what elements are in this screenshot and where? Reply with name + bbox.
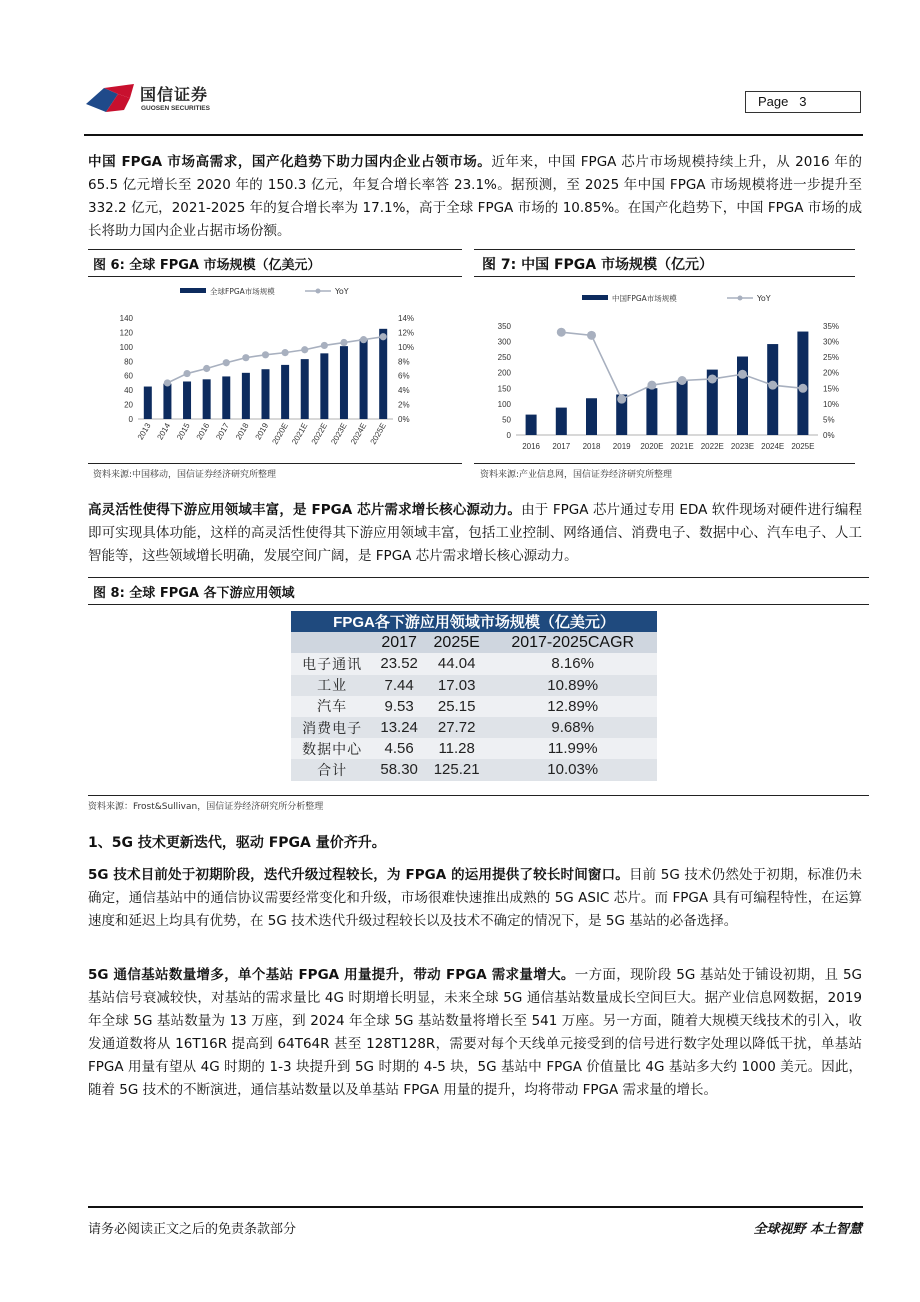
x-tick-label: 2024E <box>761 442 785 451</box>
header-rule <box>84 134 863 136</box>
yoy-point <box>223 359 230 366</box>
table-cell: 58.30 <box>373 759 425 780</box>
bar <box>340 346 348 419</box>
paragraph-china-fpga <box>88 151 862 243</box>
x-tick-label: 2022E <box>700 442 724 451</box>
legend-line-marker <box>316 289 321 294</box>
paragraph-lead: 5G 技术目前处于初期阶段，迭代升级过程较长，为 FPGA 的运用提供了较长时间窗口。 <box>88 867 629 883</box>
x-tick-label: 2016 <box>522 442 540 451</box>
table-cell: 13.24 <box>373 717 425 738</box>
yoy-point <box>321 342 328 349</box>
bar <box>320 353 328 419</box>
y-tick-label: 250 <box>497 353 511 363</box>
yoy-point <box>738 370 747 379</box>
yoy-point <box>360 336 367 343</box>
bar <box>144 387 152 419</box>
global-fpga-chart <box>88 278 462 460</box>
y-tick-label: 350 <box>497 322 511 331</box>
table-cell: 25.15 <box>425 696 489 717</box>
page-label: Page <box>758 94 789 109</box>
table-header-cell: 2017 <box>373 632 425 653</box>
page-number-box <box>745 91 861 113</box>
bar <box>281 365 289 419</box>
table-cell: 44.04 <box>425 653 489 674</box>
x-tick-label: 2021E <box>290 421 310 447</box>
y2-tick-label: 35% <box>823 322 840 331</box>
bar <box>183 381 191 419</box>
yoy-point <box>183 370 190 377</box>
yoy-point <box>282 349 289 356</box>
fig7-source: 资料来源:产业信息网，国信证券经济研究所整理 <box>480 470 673 480</box>
table-cell: 消费电子 <box>291 717 373 738</box>
y-tick-label: 150 <box>497 384 511 394</box>
fig6-top-rule <box>88 249 462 250</box>
y-tick-label: 0 <box>506 431 511 440</box>
bar <box>526 415 537 435</box>
bar <box>586 398 597 435</box>
yoy-point <box>768 381 777 390</box>
x-tick-label: 2017 <box>214 421 232 442</box>
yoy-line <box>167 337 383 383</box>
x-tick-label: 2022E <box>309 421 330 447</box>
logo <box>84 80 224 120</box>
yoy-point <box>301 346 308 353</box>
x-tick-label: 2023E <box>329 421 349 447</box>
y-tick-label: 20 <box>124 400 133 410</box>
y2-tick-label: 0% <box>398 415 410 424</box>
fig7-title: 图 7: 中国 FPGA 市场规模（亿元） <box>482 257 713 273</box>
paragraph-text: 近年来，中国 FPGA 芯片市场规模持续上升，从 2016 年的 65.5 亿元增长至 2020 年的 150.3 亿元，年复合增长率答 23.1%。据预测，至 2025 年中国 FPGA 市场规模将进一步提升至 332.2 亿元，2021-2025 年的复合增长率为 17.1%，高于全球 FPGA 市场的 10.85%。在国产化趋势下，中国 FPGA 市场的成长将助力国内企业占据市场份额。 <box>88 154 863 239</box>
brand-name: 国信证券 <box>140 85 209 104</box>
fig6-title-rule <box>88 276 462 277</box>
y-tick-label: 80 <box>124 357 133 367</box>
paragraph-text: 一方面，现阶段 5G 基站处于铺设初期，且 5G 基站信号衰减较快，对基站的需求量比 4G 时期增长明显，未来全球 5G 通信基站数量成长空间巨大。据产业信息网数据，2019 年全球 5G 基站数量为 13 万座，到 2024 年全球 5G 基站数量将增长至 541 万座。另一方面，随着大规模天线技术的引入，收发通道数将从 16T16R 提高到 64T64R 甚至 128T128R，需要对每个天线单元接受到的信号进行数字处理以降低干扰，单基站 FPGA 用量有望从 4G 时期的 1-3 块提升到 5G 时期的 4-5 块，5G 基站中 FPGA 价值量比 4G 基站多大约 1000 美元。因此，随着 5G 技术的不断演进，通信基站数量以及单基站 FPGA 用量的提升，均将带动 FPGA 需求量的增长。 <box>88 967 862 1098</box>
y-tick-label: 300 <box>497 337 511 347</box>
table-cell: 27.72 <box>425 717 489 738</box>
bar <box>203 379 211 419</box>
paragraph-lead: 高灵活性使得下游应用领域丰富，是 FPGA 芯片需求增长核心源动力。 <box>88 502 522 518</box>
fig7-top-rule <box>474 249 855 250</box>
bar <box>737 357 748 435</box>
table-cell: 数据中心 <box>291 738 373 759</box>
x-tick-label: 2015 <box>175 421 192 442</box>
fig7-bottom-rule <box>474 463 855 464</box>
footer-slogan: 全球视野 本土智慧 <box>753 1222 862 1237</box>
y-tick-label: 140 <box>119 314 133 323</box>
bar <box>360 339 368 419</box>
y-tick-label: 0 <box>128 415 133 424</box>
page-number: 3 <box>799 94 807 109</box>
y-tick-label: 60 <box>124 371 133 381</box>
table-row <box>291 717 657 738</box>
y2-tick-label: 20% <box>823 368 840 378</box>
y2-tick-label: 30% <box>823 337 840 347</box>
yoy-point <box>617 395 626 404</box>
table-cell: 4.56 <box>373 738 425 759</box>
table-row <box>291 675 657 696</box>
bar <box>163 384 171 419</box>
y-tick-label: 100 <box>497 399 511 409</box>
yoy-point <box>164 379 171 386</box>
y2-tick-label: 15% <box>823 384 840 394</box>
table-header-cell <box>291 632 373 653</box>
table-cell: 11.99% <box>488 738 657 759</box>
bar <box>379 329 387 419</box>
fig6-bottom-rule <box>88 463 462 464</box>
yoy-point <box>647 381 656 390</box>
table-cell: 8.16% <box>488 653 657 674</box>
legend-bar-swatch <box>180 288 206 293</box>
legend-label: YoY <box>757 294 771 303</box>
bar <box>556 408 567 435</box>
bar <box>301 359 309 419</box>
bar <box>262 369 270 419</box>
x-tick-label: 2024E <box>348 421 369 447</box>
table-cell: 汽车 <box>291 696 373 717</box>
legend-line-marker <box>738 296 743 301</box>
bar <box>797 332 808 435</box>
x-tick-label: 2021E <box>670 442 694 451</box>
x-tick-label: 2018 <box>582 442 601 451</box>
yoy-point <box>340 339 347 346</box>
x-tick-label: 2013 <box>135 421 153 442</box>
table-cell: 电子通讯 <box>291 653 373 674</box>
y-tick-label: 100 <box>119 342 133 352</box>
table-cell: 7.44 <box>373 675 425 696</box>
paragraph-lead: 中国 FPGA 市场高需求，国产化趋势下助力国内企业占领市场。 <box>88 154 492 170</box>
legend-bar-swatch <box>582 295 608 300</box>
yoy-point <box>708 374 717 383</box>
fig8-title-rule <box>88 604 869 605</box>
x-tick-label: 2014 <box>155 421 173 442</box>
paragraph-5g-early-stage <box>88 864 862 933</box>
x-tick-label: 2019 <box>253 421 271 442</box>
bar <box>242 373 250 419</box>
y2-tick-label: 14% <box>398 314 415 323</box>
y2-tick-label: 10% <box>823 399 840 409</box>
table-row <box>291 696 657 717</box>
fig8-top-rule <box>88 577 869 578</box>
yoy-point <box>380 333 387 340</box>
y-tick-label: 200 <box>497 368 511 378</box>
y2-tick-label: 5% <box>823 415 835 425</box>
y-tick-label: 120 <box>119 328 133 338</box>
y2-tick-label: 6% <box>398 371 410 381</box>
footer-rule <box>88 1206 863 1208</box>
bar <box>222 376 230 419</box>
y-tick-label: 50 <box>502 415 511 425</box>
table-cell: 12.89% <box>488 696 657 717</box>
x-tick-label: 2025E <box>791 442 815 451</box>
table-cell: 17.03 <box>425 675 489 696</box>
table-cell: 9.53 <box>373 696 425 717</box>
x-tick-label: 2023E <box>730 442 755 451</box>
x-tick-label: 2025E <box>368 421 388 447</box>
y2-tick-label: 10% <box>398 342 415 352</box>
fig8-title: 图 8: 全球 FPGA 各下游应用领域 <box>93 586 295 601</box>
paragraph-text: 由于 FPGA 芯片通过专用 EDA 软件现场对硬件进行编程即可实现具体功能，这样的高灵活性使得其下游应用领域丰富，包括工业控制、网络通信、消费电子、数据中心、汽车电子、人工智能等，这些领域增长明确，发展空间广阔，是 FPGA 芯片需求增长核心源动力。 <box>88 502 862 564</box>
yoy-point <box>798 384 807 393</box>
table-row <box>291 653 657 674</box>
yoy-point <box>587 331 596 340</box>
bar <box>677 381 688 436</box>
y2-tick-label: 0% <box>823 431 835 440</box>
y2-tick-label: 4% <box>398 386 410 396</box>
legend-label: YoY <box>335 287 349 296</box>
china-fpga-chart <box>474 278 855 460</box>
section-heading: 1、5G 技术更新迭代，驱动 FPGA 量价齐升。 <box>88 835 386 851</box>
table-cell: 合计 <box>291 759 373 780</box>
yoy-point <box>242 354 249 361</box>
fig7-title-rule <box>474 276 855 277</box>
y2-tick-label: 12% <box>398 328 415 338</box>
paragraph-text: 目前 5G 技术仍然处于初期，标准仍未确定，通信基站中的通信协议需要经常变化和升级，市场很难快速推出成熟的 5G ASIC 芯片。而 FPGA 具有可编程特性，在运算速度和延迟上均具有优势，在 5G 技术迭代升级过程较长以及技术不确定的情况下，是 5G 基站的必备选择。 <box>88 867 862 929</box>
paragraph-lead: 5G 通信基站数量增多，单个基站 FPGA 用量提升，带动 FPGA 需求量增大。 <box>88 967 575 983</box>
y2-tick-label: 8% <box>398 357 410 367</box>
brand-name-en: GUOSEN SECURITIES <box>141 105 210 112</box>
table-title: FPGA各下游应用领域市场规模（亿美元） <box>291 611 657 632</box>
fpga-downstream-table <box>291 611 657 781</box>
fig6-title: 图 6: 全球 FPGA 市场规模（亿美元） <box>93 258 321 273</box>
table-row <box>291 738 657 759</box>
x-tick-label: 2017 <box>552 442 571 451</box>
table-cell: 9.68% <box>488 717 657 738</box>
table-header-cell: 2025E <box>425 632 489 653</box>
paragraph-flexibility <box>88 499 862 568</box>
fig8-bottom-rule <box>88 795 869 796</box>
table-row <box>291 759 657 780</box>
x-tick-label: 2019 <box>612 442 631 451</box>
x-tick-label: 2016 <box>194 421 212 442</box>
y2-tick-label: 2% <box>398 400 410 410</box>
yoy-point <box>262 351 269 358</box>
table-cell: 工业 <box>291 675 373 696</box>
table-cell: 125.21 <box>425 759 489 780</box>
x-tick-label: 2020E <box>640 442 664 451</box>
table-cell: 10.03% <box>488 759 657 780</box>
fig8-source: 资料来源：Frost&Sullivan，国信证券经济研究所分析整理 <box>88 802 324 812</box>
yoy-point <box>557 328 566 337</box>
table-cell: 10.89% <box>488 675 657 696</box>
table-header-cell: 2017-2025CAGR <box>488 632 657 653</box>
y-tick-label: 40 <box>124 386 133 396</box>
x-tick-label: 2020E <box>270 421 290 447</box>
yoy-point <box>203 365 210 372</box>
legend-label: 中国FPGA市场规模 <box>612 294 677 303</box>
yoy-point <box>678 376 687 385</box>
table-cell: 23.52 <box>373 653 425 674</box>
footer-disclaimer: 请务必阅读正文之后的免责条款部分 <box>88 1222 297 1237</box>
fig6-source: 资料来源:中国移动，国信证券经济研究所整理 <box>93 470 277 480</box>
legend-label: 全球FPGA市场规模 <box>210 287 275 296</box>
table-cell: 11.28 <box>425 738 489 759</box>
paragraph-5g-base-stations <box>88 964 862 1102</box>
y2-tick-label: 25% <box>823 353 840 363</box>
bar <box>646 388 657 435</box>
guosen-logo-icon <box>84 82 138 116</box>
x-tick-label: 2018 <box>233 421 251 442</box>
